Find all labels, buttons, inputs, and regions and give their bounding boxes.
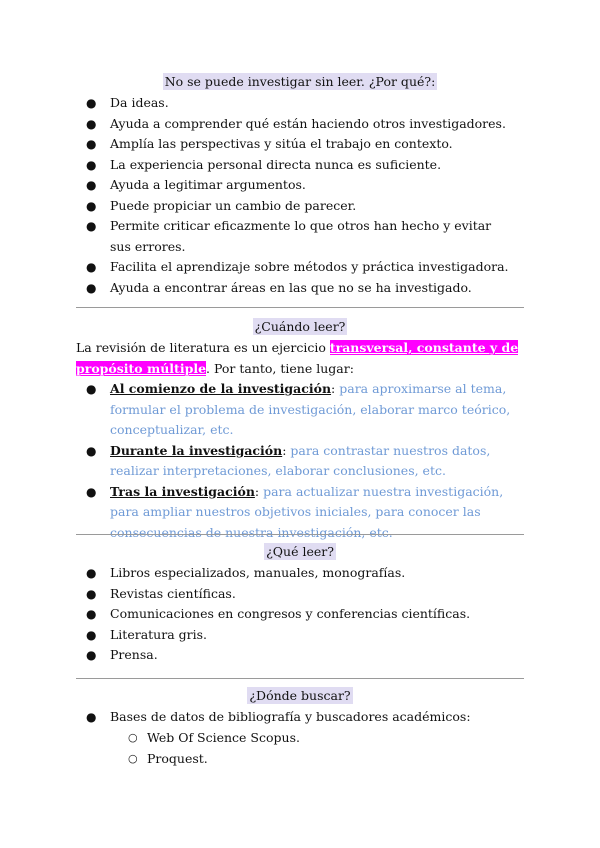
list-item: ● Durante la investigación: para contrastar nuestros datos, realizar interpretaciones, elaborar conclusiones, etc. [86,442,491,478]
circle-bullet-icon: ○ [128,731,138,744]
list-item: ● Tras la investigación: para actualizar nuestra investigación, para ampliar nuestros objetivos iniciales, para conocer las consecuencias de nuestra investigación, etc. [86,483,504,540]
database-sublist [0,728,300,769]
list-item: ● Permite criticar eficazmente lo que otros han hecho y evitar sus errores. [86,218,492,254]
list-item: ● Comunicaciones en congresos y conferencias científicas. [86,606,471,621]
when-read-list [0,379,530,543]
list-item: ● Ayuda a comprender qué están haciendo otros investigadores. [86,115,506,131]
list-item: ● Prensa. [86,647,158,662]
section-heading-where-search: ¿Dónde buscar? [249,688,351,703]
term: Durante la investigación [110,442,283,458]
list-item: ● Literatura gris. [86,626,207,642]
list-item: ● La experiencia personal directa nunca es suficiente. [86,156,442,172]
list-item: ● Puede propiciar un cambio de parecer. [86,197,357,213]
list-item: ● Bases de datos de bibliografía y buscadores académicos: [86,709,471,724]
divider [76,678,524,679]
list-item: ● Da ideas. [86,95,169,110]
list-item: ● Revistas científicas. [86,585,236,601]
list-item: ● Amplía las perspectivas y sitúa el trabajo en contexto. [86,136,453,151]
intro-paragraph: La revisión de literatura es un ejercicio transversal, constante y de propósito múltiple. Por tanto, tiene lugar: [76,340,519,376]
list-item: ● Facilita el aprendizaje sobre métodos y práctica investigadora. [86,259,509,274]
section-heading-when-read: ¿Cuándo leer? [254,319,346,334]
term: Al comienzo de la investigación [110,381,332,396]
term: Tras la investigación [110,483,255,499]
circle-bullet-icon: ○ [128,751,138,765]
section-heading-why-read: No se puede investigar sin leer. ¿Por qué?: [164,74,436,89]
why-read-list [0,93,530,298]
section-heading-what-read: ¿Qué leer? [266,544,334,559]
what-read-list [0,563,530,666]
divider [76,307,524,308]
sub-list-item: ○ Web Of Science Scopus. [0,728,300,749]
list-item: ● Libros especializados, manuales, monografías. [86,565,406,580]
divider [76,534,524,535]
sub-list-item: ○ Proquest. [0,749,300,770]
where-search-list [0,707,530,728]
highlighted-phrase: transversal, constante y de propósito múltiple [76,340,519,376]
list-item: ● Al comienzo de la investigación: para aproximarse al tema, formular el problema de investigación, elaborar marco teórico, conceptualizar, etc. [86,381,511,437]
list-item: ● Ayuda a encontrar áreas en las que no se ha investigado. [86,279,472,295]
list-item: ● Ayuda a legitimar argumentos. [86,177,306,192]
